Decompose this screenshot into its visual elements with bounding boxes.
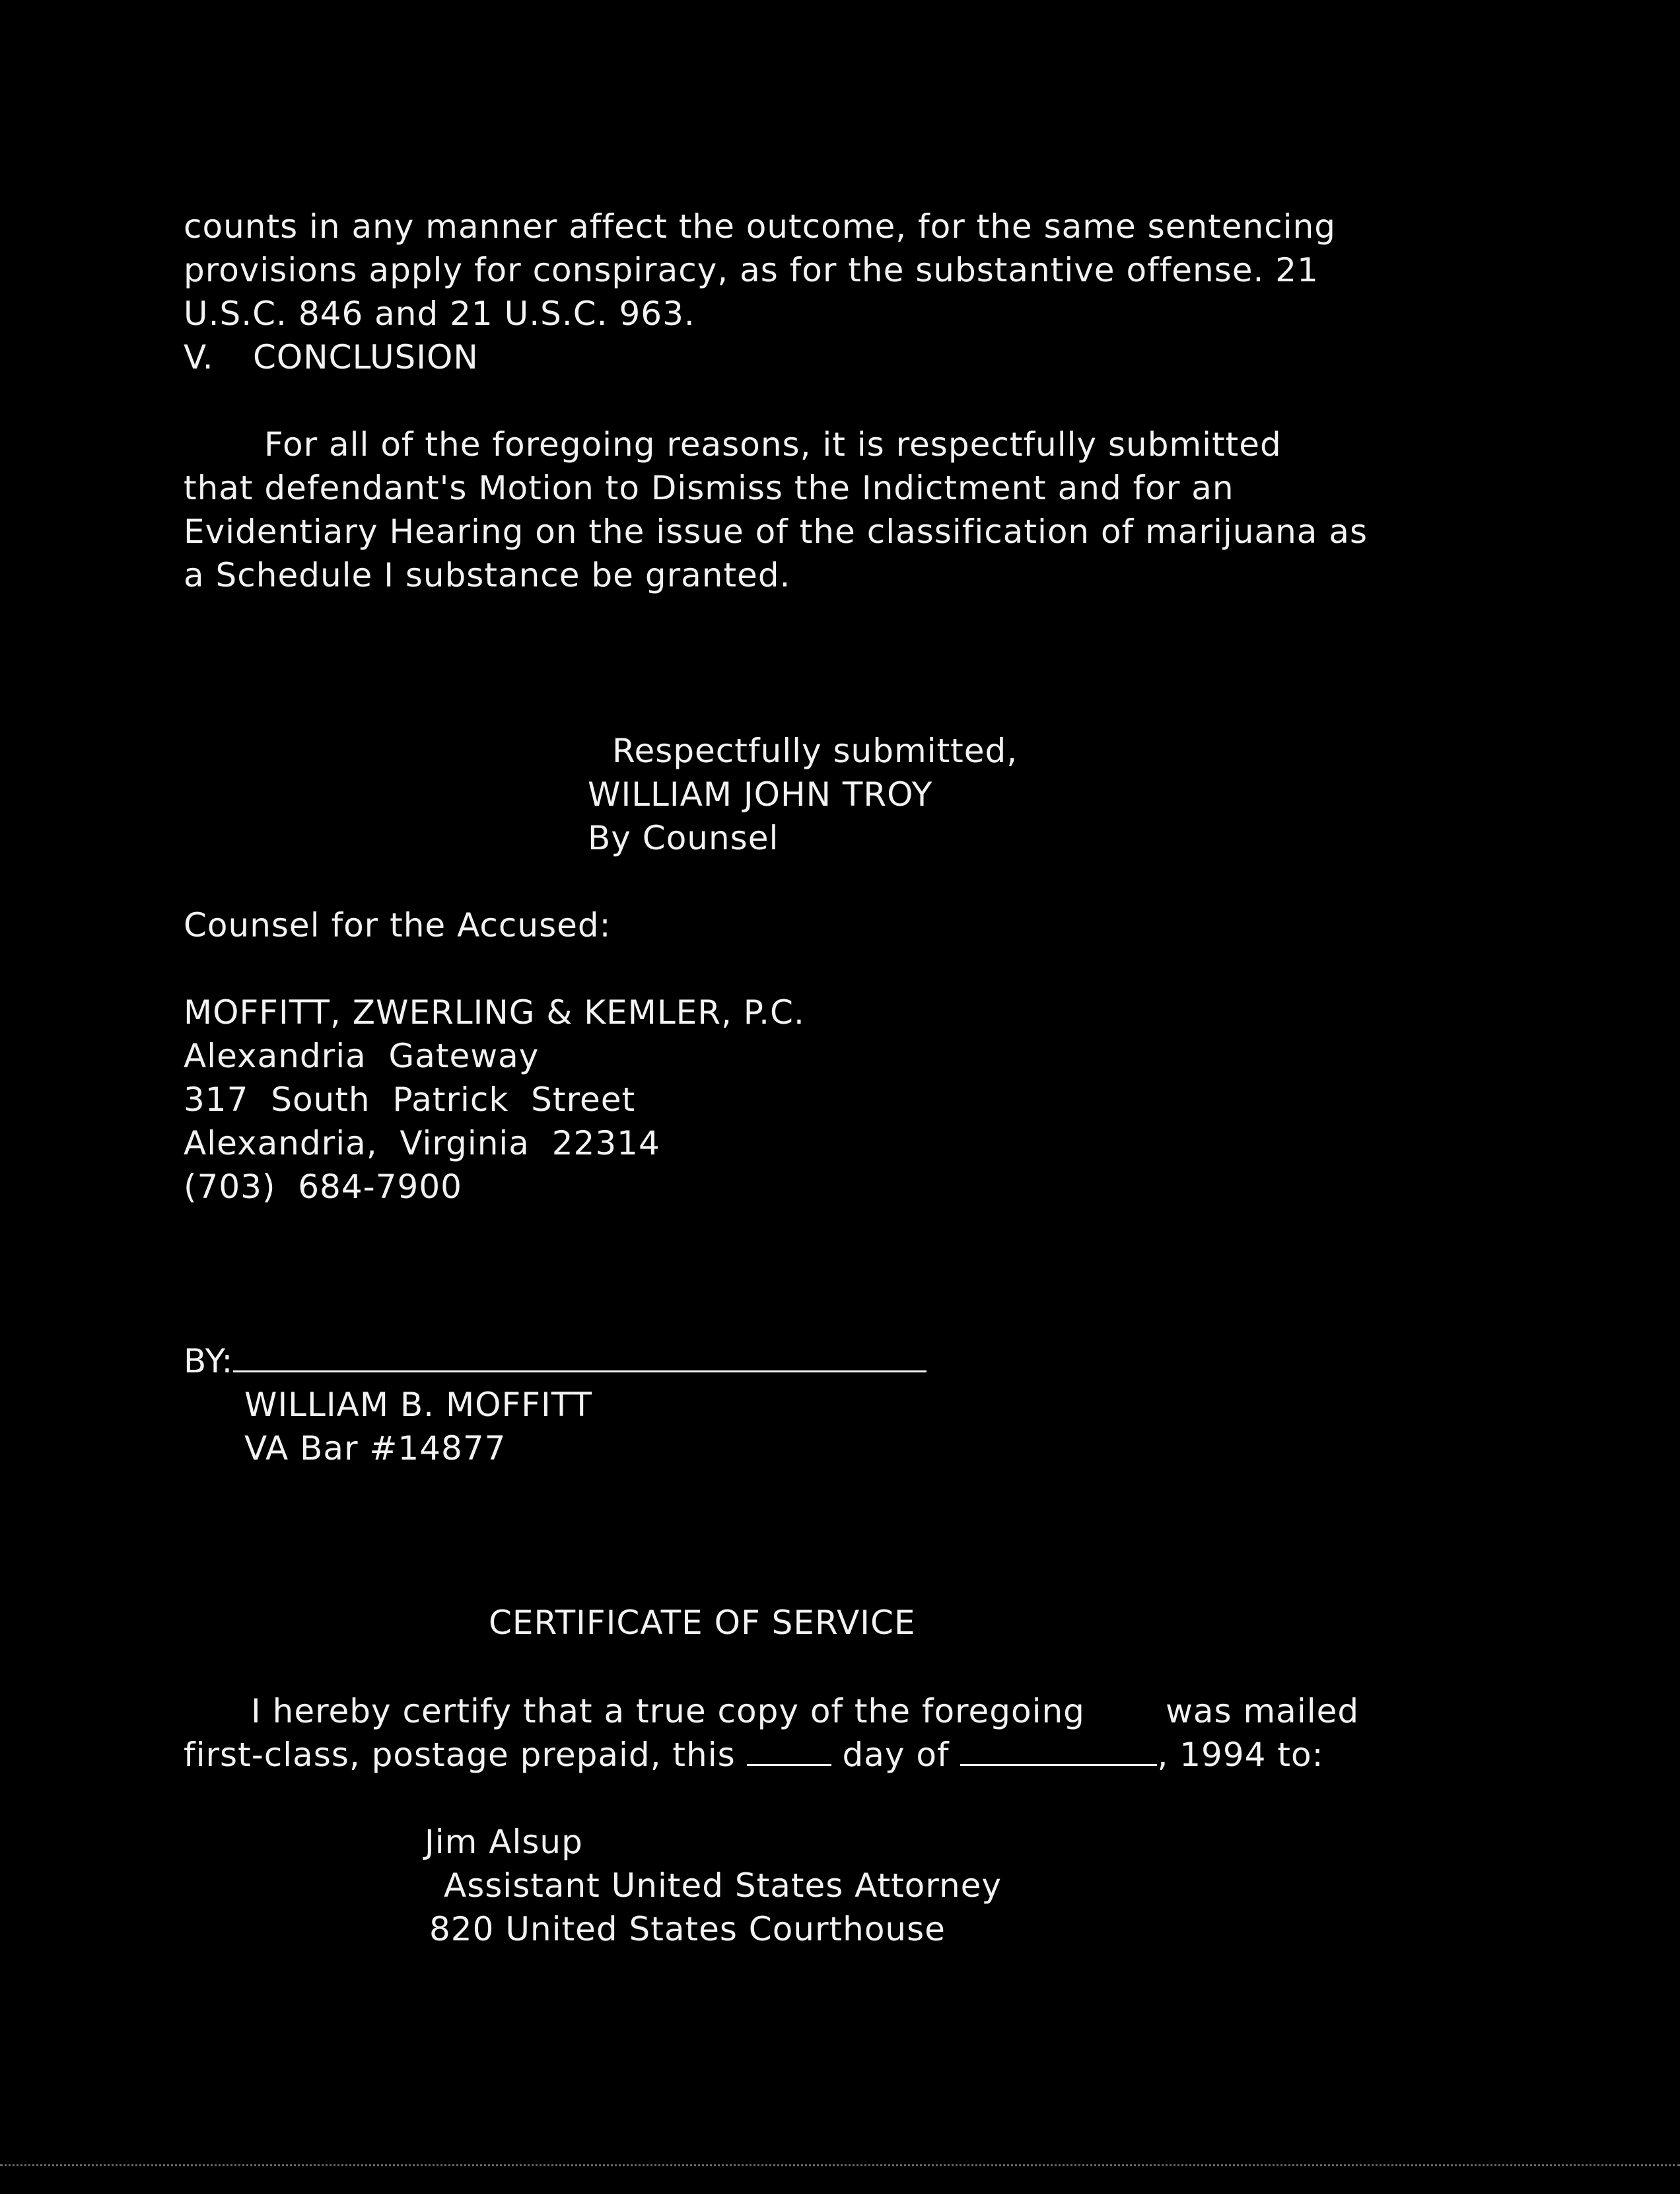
signature-blank — [233, 1368, 927, 1372]
certificate-line-2a: first-class, postage prepaid, this — [184, 1736, 736, 1774]
certificate-line-2b: day of — [842, 1736, 950, 1774]
body-text-line: For all of the foregoing reasons, it is respectfully submitted — [264, 425, 1282, 464]
recipient-address: 820 United States Courthouse — [429, 1910, 946, 1948]
scan-edge-line — [0, 2164, 1680, 2166]
certificate-line-1a: I hereby certify that a true copy of the foregoing — [251, 1692, 1085, 1730]
by-label: BY: — [184, 1342, 234, 1380]
signature-line — [184, 1342, 927, 1380]
body-text-line: U.S.C. 846 and 21 U.S.C. 963. — [184, 295, 695, 333]
firm-name: MOFFITT, ZWERLING & KEMLER, P.C. — [184, 993, 805, 1032]
body-text-line: counts in any manner affect the outcome, for the same sentencing — [184, 207, 1337, 246]
certificate-line-1b: was mailed — [1166, 1692, 1360, 1730]
certificate-line-2 — [184, 1736, 1324, 1774]
recipient-title: Assistant United States Attorney — [444, 1866, 1002, 1905]
firm-building: Alexandria Gateway — [184, 1037, 540, 1075]
certificate-line-2c: , 1994 to: — [1157, 1736, 1324, 1774]
recipient-name: Jim Alsup — [425, 1823, 583, 1861]
attorney-bar-number: VA Bar #14877 — [244, 1429, 507, 1468]
month-blank — [960, 1761, 1157, 1766]
day-blank — [747, 1761, 831, 1766]
certificate-title: CERTIFICATE OF SERVICE — [489, 1604, 916, 1642]
section-number: V. — [184, 338, 214, 376]
closing-text: Respectfully submitted, — [612, 732, 1018, 770]
body-text-line: a Schedule I substance be granted. — [184, 556, 791, 594]
body-text-line: Evidentiary Hearing on the issue of the classification of marijuana as — [184, 513, 1368, 551]
section-heading: CONCLUSION — [253, 338, 479, 376]
attorney-name: WILLIAM B. MOFFITT — [244, 1386, 592, 1424]
party-name: WILLIAM JOHN TROY — [588, 775, 933, 814]
counsel-label: Counsel for the Accused: — [184, 906, 612, 944]
firm-city-state-zip: Alexandria, Virginia 22314 — [184, 1124, 660, 1162]
firm-street: 317 South Patrick Street — [184, 1080, 636, 1119]
by-counsel-text: By Counsel — [588, 819, 779, 857]
firm-phone: (703) 684-7900 — [184, 1168, 462, 1206]
body-text-line: that defendant's Motion to Dismiss the Indictment and for an — [184, 469, 1234, 507]
body-text-line: provisions apply for conspiracy, as for the substantive offense. 21 — [184, 251, 1319, 289]
